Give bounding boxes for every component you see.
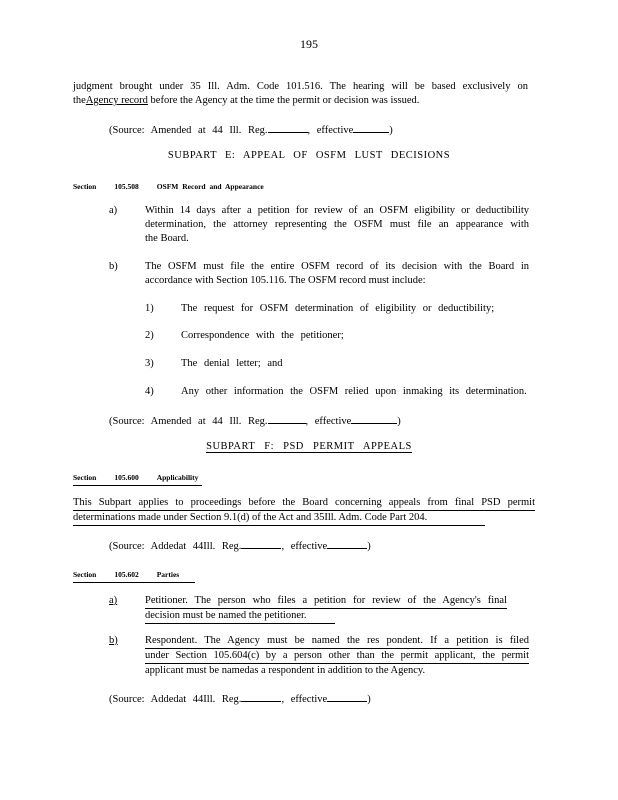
item-602a [109, 594, 529, 622]
source-1-end: ) [389, 125, 393, 136]
item-508a-text [145, 204, 529, 246]
sub-item-3-label: 3) [145, 358, 154, 369]
agency-record-link: Agency record [85, 95, 148, 106]
sub-item-3 [145, 357, 283, 371]
source-4-reg-blank [241, 691, 281, 702]
item-508b-line-2: accordance with Section 105.116. The OSFM record must include: [145, 275, 426, 286]
applicability-paragraph [73, 496, 535, 526]
source-4-pre: (Source: Addedat 44Ill. Reg. [109, 694, 242, 705]
intro-line-2-post: before the Agency at the time the permit or decision was issued. [147, 95, 420, 106]
source-3-effective-blank [327, 538, 367, 549]
source-3-mid: , effective [281, 541, 328, 552]
source-4-mid: , effective [281, 694, 328, 705]
sub-item-4-text: Any other information the OSFM relied upon inmaking its determination. [181, 386, 527, 397]
section-508-number: 105.508 [114, 182, 139, 191]
sub-item-1-label: 1) [145, 303, 154, 314]
item-602b-line-2: under Section 105.604(c) by a person other than the permit applicant, the permit [145, 649, 529, 664]
source-3-reg-blank [241, 538, 281, 549]
item-602b-label: b) [109, 635, 118, 646]
section-602-title: Parties [156, 570, 180, 579]
sub-item-1 [145, 302, 494, 316]
subpart-f-heading [0, 440, 618, 454]
intro-paragraph [73, 80, 528, 108]
item-602b [109, 634, 529, 676]
intro-line-2 [73, 94, 528, 108]
source-4-effective-blank [327, 691, 367, 702]
applicability-line-1: This Subpart applies to proceedings before the Board concerning appeals from final PSD permit [73, 496, 535, 511]
source-note-2 [109, 413, 401, 429]
item-508b-line-1: The OSFM must file the entire OSFM record of its decision with the Board in [145, 261, 529, 272]
item-508a [109, 204, 529, 246]
source-3-pre: (Source: Addedat 44Ill. Reg. [109, 541, 242, 552]
item-602b-line-1: Respondent. The Agency must be named the res pondent. If a petition is filed [145, 634, 529, 649]
source-1-pre: (Source: Amended at 44 Ill. Reg. [109, 125, 268, 136]
subpart-f-heading-text: SUBPART F: PSD PERMIT APPEALS [206, 441, 412, 452]
section-602-heading [73, 568, 195, 583]
source-3-end: ) [367, 541, 371, 552]
section-600-title: Applicability [156, 473, 199, 482]
item-508a-label: a) [109, 205, 118, 216]
item-508b-text [145, 260, 529, 288]
intro-line-2-pre: the [73, 95, 86, 106]
source-2-pre: (Source: Amended at 44 Ill. Reg. [109, 416, 268, 427]
sub-item-2-label: 2) [145, 330, 154, 341]
source-4-end: ) [367, 694, 371, 705]
sub-item-2 [145, 329, 344, 343]
sub-item-3-text: The denial letter; and [181, 358, 283, 369]
sub-item-2-text: Correspondence with the petitioner; [181, 330, 344, 341]
item-508a-line-2: determination, the attorney representing the OSFM must file an appearance with [145, 219, 529, 230]
section-600-label: Section [73, 473, 97, 482]
sub-item-4 [145, 385, 527, 399]
subpart-e-heading: SUBPART E: APPEAL OF OSFM LUST DECISIONS [167, 150, 451, 161]
item-602b-line-3: applicant must be namedas a respondent in addition to the Agency. [145, 665, 426, 676]
source-2-reg-blank [268, 413, 306, 424]
source-1-reg-blank [268, 122, 308, 133]
section-508-heading [73, 180, 282, 194]
source-note-1 [109, 122, 393, 138]
section-508-label: Section [73, 182, 97, 191]
item-602a-label: a) [109, 595, 118, 606]
source-2-mid: , effective [305, 416, 352, 427]
item-602a-text [145, 594, 507, 624]
item-602a-line-1: Petitioner. The person who files a petition for review of the Agency's final [145, 594, 507, 609]
intro-line-1: judgment brought under 35 Ill. Adm. Code 101.516. The hearing will be based exclusively on [73, 81, 528, 92]
sub-item-1-text: The request for OSFM determination of eligibility or deductibility; [181, 303, 495, 314]
section-602-number: 105.602 [114, 570, 139, 579]
source-1-mid: , effective [307, 125, 354, 136]
item-602b-text [145, 634, 529, 678]
item-508b-label: b) [109, 261, 118, 272]
section-600-number: 105.600 [114, 473, 139, 482]
item-602a-line-2: decision must be named the petitioner. [145, 609, 335, 624]
applicability-line-2: determinations made under Section 9.1(d) of the Act and 35Ill. Adm. Code Part 204. [73, 511, 485, 526]
section-600-heading [73, 471, 202, 486]
source-note-3 [109, 538, 371, 554]
sub-item-4-label: 4) [145, 386, 154, 397]
source-2-end: ) [397, 416, 401, 427]
source-2-effective-blank [351, 413, 397, 424]
section-602-label: Section [73, 570, 97, 579]
item-508a-line-3: the Board. [145, 233, 189, 244]
page-number: 195 [300, 37, 318, 51]
section-508-title: OSFM Record and Appearance [156, 182, 264, 191]
source-note-4 [109, 691, 371, 707]
item-508a-line-1: Within 14 days after a petition for review of an OSFM eligibility or deductibility [145, 205, 529, 216]
item-508b [109, 260, 529, 288]
source-1-effective-blank [353, 122, 389, 133]
